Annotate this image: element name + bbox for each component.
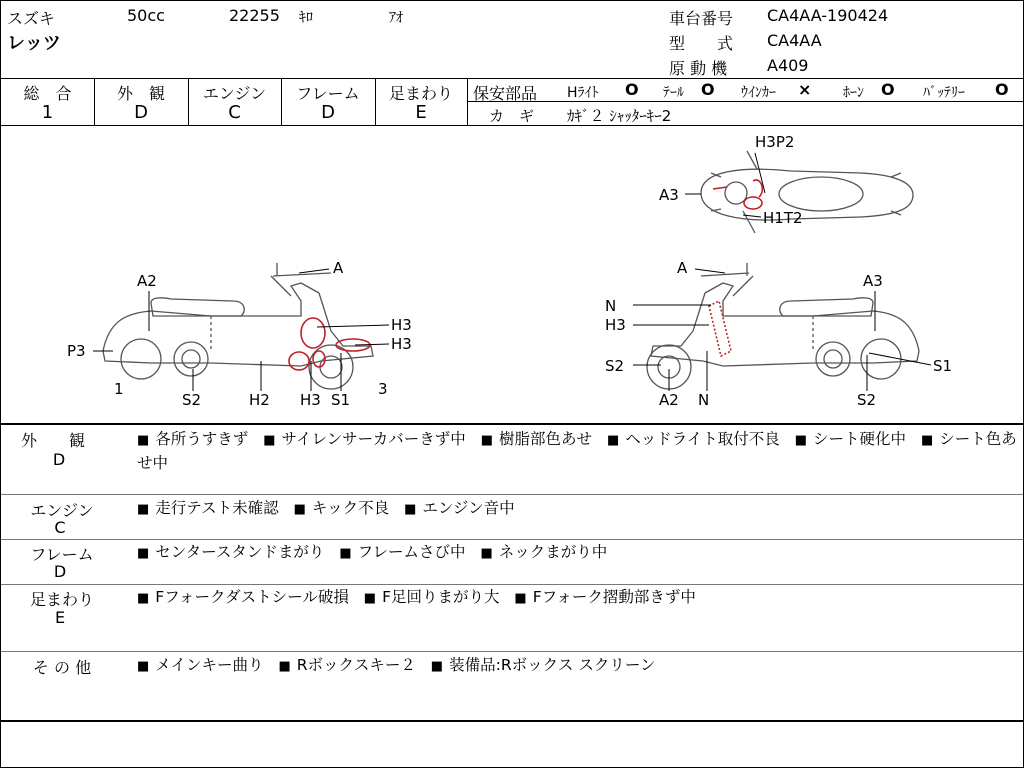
remark-item: フレームさび中 bbox=[357, 543, 466, 561]
remark-item: エンジン音中 bbox=[422, 499, 515, 517]
model-name: レッツ bbox=[7, 33, 61, 54]
diag-left-h3-3: H3 bbox=[300, 391, 321, 409]
remark-frame-cat: フレーム bbox=[30, 545, 94, 564]
diag-left-a2: A2 bbox=[137, 272, 157, 290]
remark-item: シート色あせ中 bbox=[137, 430, 1017, 472]
diag-left-h3-2: H3 bbox=[391, 335, 412, 353]
remark-item: 各所うすきず bbox=[155, 430, 249, 448]
grade-frame-value: D bbox=[321, 102, 335, 123]
grade-overall-value: 1 bbox=[41, 102, 54, 123]
safety-winker-label: ｳｲﾝｶｰ bbox=[741, 85, 776, 101]
remark-exterior-items: ■ 各所うすきず ■ サイレンサーカバーきず中 ■ 樹脂部色あせ ■ ヘッドライト取付不良 ■ シート硬化中 ■ シート色あせ中 bbox=[137, 430, 1017, 472]
bike-top bbox=[701, 151, 913, 233]
safety-battery-mark: O bbox=[995, 80, 1009, 99]
remark-item: F足回りまがり大 bbox=[382, 588, 500, 606]
diag-top-h1t2: H1T2 bbox=[763, 209, 803, 227]
diag-right-h3: H3 bbox=[605, 316, 626, 334]
remark-frame-grade: D bbox=[53, 562, 67, 581]
grade-suspension-value: E bbox=[415, 102, 427, 123]
maker: スズキ bbox=[7, 9, 56, 28]
safety-headlight-label: Hﾗｲﾄ bbox=[567, 85, 599, 101]
grade-exterior-value: D bbox=[134, 102, 148, 123]
diag-top-h3p2: H3P2 bbox=[755, 133, 795, 151]
safety-battery-label: ﾊﾞｯﾃﾘｰ bbox=[923, 85, 965, 101]
remark-item: メインキー曲り bbox=[155, 656, 264, 674]
remark-item: センタースタンドまがり bbox=[155, 543, 325, 561]
remark-item: サイレンサーカバーきず中 bbox=[281, 430, 466, 448]
remark-other-items: ■ メインキー曲り ■ Rボックスキー２ ■ 装備品:Rボックス スクリーン bbox=[137, 656, 656, 674]
grade-frame-label: フレーム bbox=[296, 84, 360, 103]
remark-item: 装備品:Rボックス スクリーン bbox=[449, 656, 656, 674]
remark-item: Rボックスキー２ bbox=[296, 656, 416, 674]
diag-right-s1: S1 bbox=[933, 357, 953, 375]
grade-exterior-label: 外 観 bbox=[116, 84, 165, 103]
grade-suspension-label: 足まわり bbox=[388, 84, 453, 103]
diag-left-h2: H2 bbox=[249, 391, 270, 409]
damage-marks bbox=[289, 180, 762, 370]
diag-left-1: 1 bbox=[114, 380, 124, 398]
color: ｱｵ bbox=[389, 10, 403, 26]
displacement: 50cc bbox=[127, 6, 165, 25]
remark-frame-items: ■ センタースタンドまがり ■ フレームさび中 ■ ネックまがり中 bbox=[137, 543, 608, 561]
diag-left-h3-1: H3 bbox=[391, 316, 412, 334]
key-value: ｶｷﾞ２ ｼｬｯﾀｰｷｰ2 bbox=[567, 107, 672, 125]
diag-right-a3: A3 bbox=[863, 272, 883, 290]
remark-engine-items: ■ 走行テスト未確認 ■ キック不良 ■ エンジン音中 bbox=[137, 499, 515, 517]
remark-engine-cat: エンジン bbox=[30, 501, 94, 520]
safety-title: 保安部品 bbox=[473, 84, 538, 103]
diag-right-a: A bbox=[677, 259, 688, 277]
type-label: 型 式 bbox=[669, 34, 734, 53]
mileage-unit: ｷﾛ bbox=[299, 10, 313, 26]
remark-suspension-items: ■ Fフォークダストシール破損 ■ F足回りまがり大 ■ Fフォーク摺動部きず中 bbox=[137, 588, 696, 606]
safety-tail-mark: O bbox=[701, 80, 715, 99]
remark-item: シート硬化中 bbox=[813, 430, 907, 448]
safety-horn-mark: O bbox=[881, 80, 895, 99]
remark-engine-grade: C bbox=[54, 518, 66, 537]
remark-exterior-grade: D bbox=[52, 450, 66, 469]
diag-left-a: A bbox=[333, 259, 344, 277]
remark-item: Fフォークダストシール破損 bbox=[155, 588, 349, 606]
safety-winker-mark: × bbox=[798, 80, 812, 99]
remark-item: キック不良 bbox=[311, 499, 390, 517]
engine-label: 原 動 機 bbox=[669, 59, 728, 78]
grade-overall-label: 総 合 bbox=[23, 84, 72, 103]
grade-engine-value: C bbox=[228, 102, 241, 123]
remark-suspension-cat: 足まわり bbox=[29, 590, 94, 609]
remark-suspension-grade: E bbox=[54, 608, 66, 627]
mileage: 22255 bbox=[229, 6, 280, 25]
vin-label: 車台番号 bbox=[669, 9, 734, 28]
diag-right-s2-1: S2 bbox=[605, 357, 625, 375]
diag-right-s2-2: S2 bbox=[857, 391, 877, 409]
diag-left-p3: P3 bbox=[67, 342, 86, 360]
vin: CA4AA-190424 bbox=[767, 6, 889, 25]
diag-left-3: 3 bbox=[378, 380, 388, 398]
remark-item: 走行テスト未確認 bbox=[155, 499, 279, 517]
leader-lines bbox=[93, 153, 931, 391]
key-label: カ ギ bbox=[489, 107, 535, 125]
diag-top-a3: A3 bbox=[659, 186, 679, 204]
diag-left-s2: S2 bbox=[182, 391, 202, 409]
diag-right-n-2: N bbox=[698, 391, 710, 409]
diag-right-n-1: N bbox=[605, 297, 617, 315]
diag-left-s1: S1 bbox=[331, 391, 351, 409]
remark-other-cat: そ の 他 bbox=[32, 658, 92, 677]
safety-horn-label: ﾎｰﾝ bbox=[843, 85, 864, 101]
remark-exterior-cat: 外 観 bbox=[21, 431, 86, 450]
diag-right-a2: A2 bbox=[659, 391, 679, 409]
remark-item: Fフォーク摺動部きず中 bbox=[532, 588, 696, 606]
remark-item: ネックまがり中 bbox=[498, 543, 608, 561]
type: CA4AA bbox=[767, 31, 822, 50]
safety-tail-label: ﾃｰﾙ bbox=[663, 85, 684, 101]
remark-item: ヘッドライト取付不良 bbox=[625, 430, 780, 448]
safety-headlight-mark: O bbox=[625, 80, 639, 99]
remark-item: 樹脂部色あせ bbox=[499, 430, 593, 448]
grade-engine-label: エンジン bbox=[202, 84, 267, 103]
engine: A409 bbox=[767, 56, 809, 75]
